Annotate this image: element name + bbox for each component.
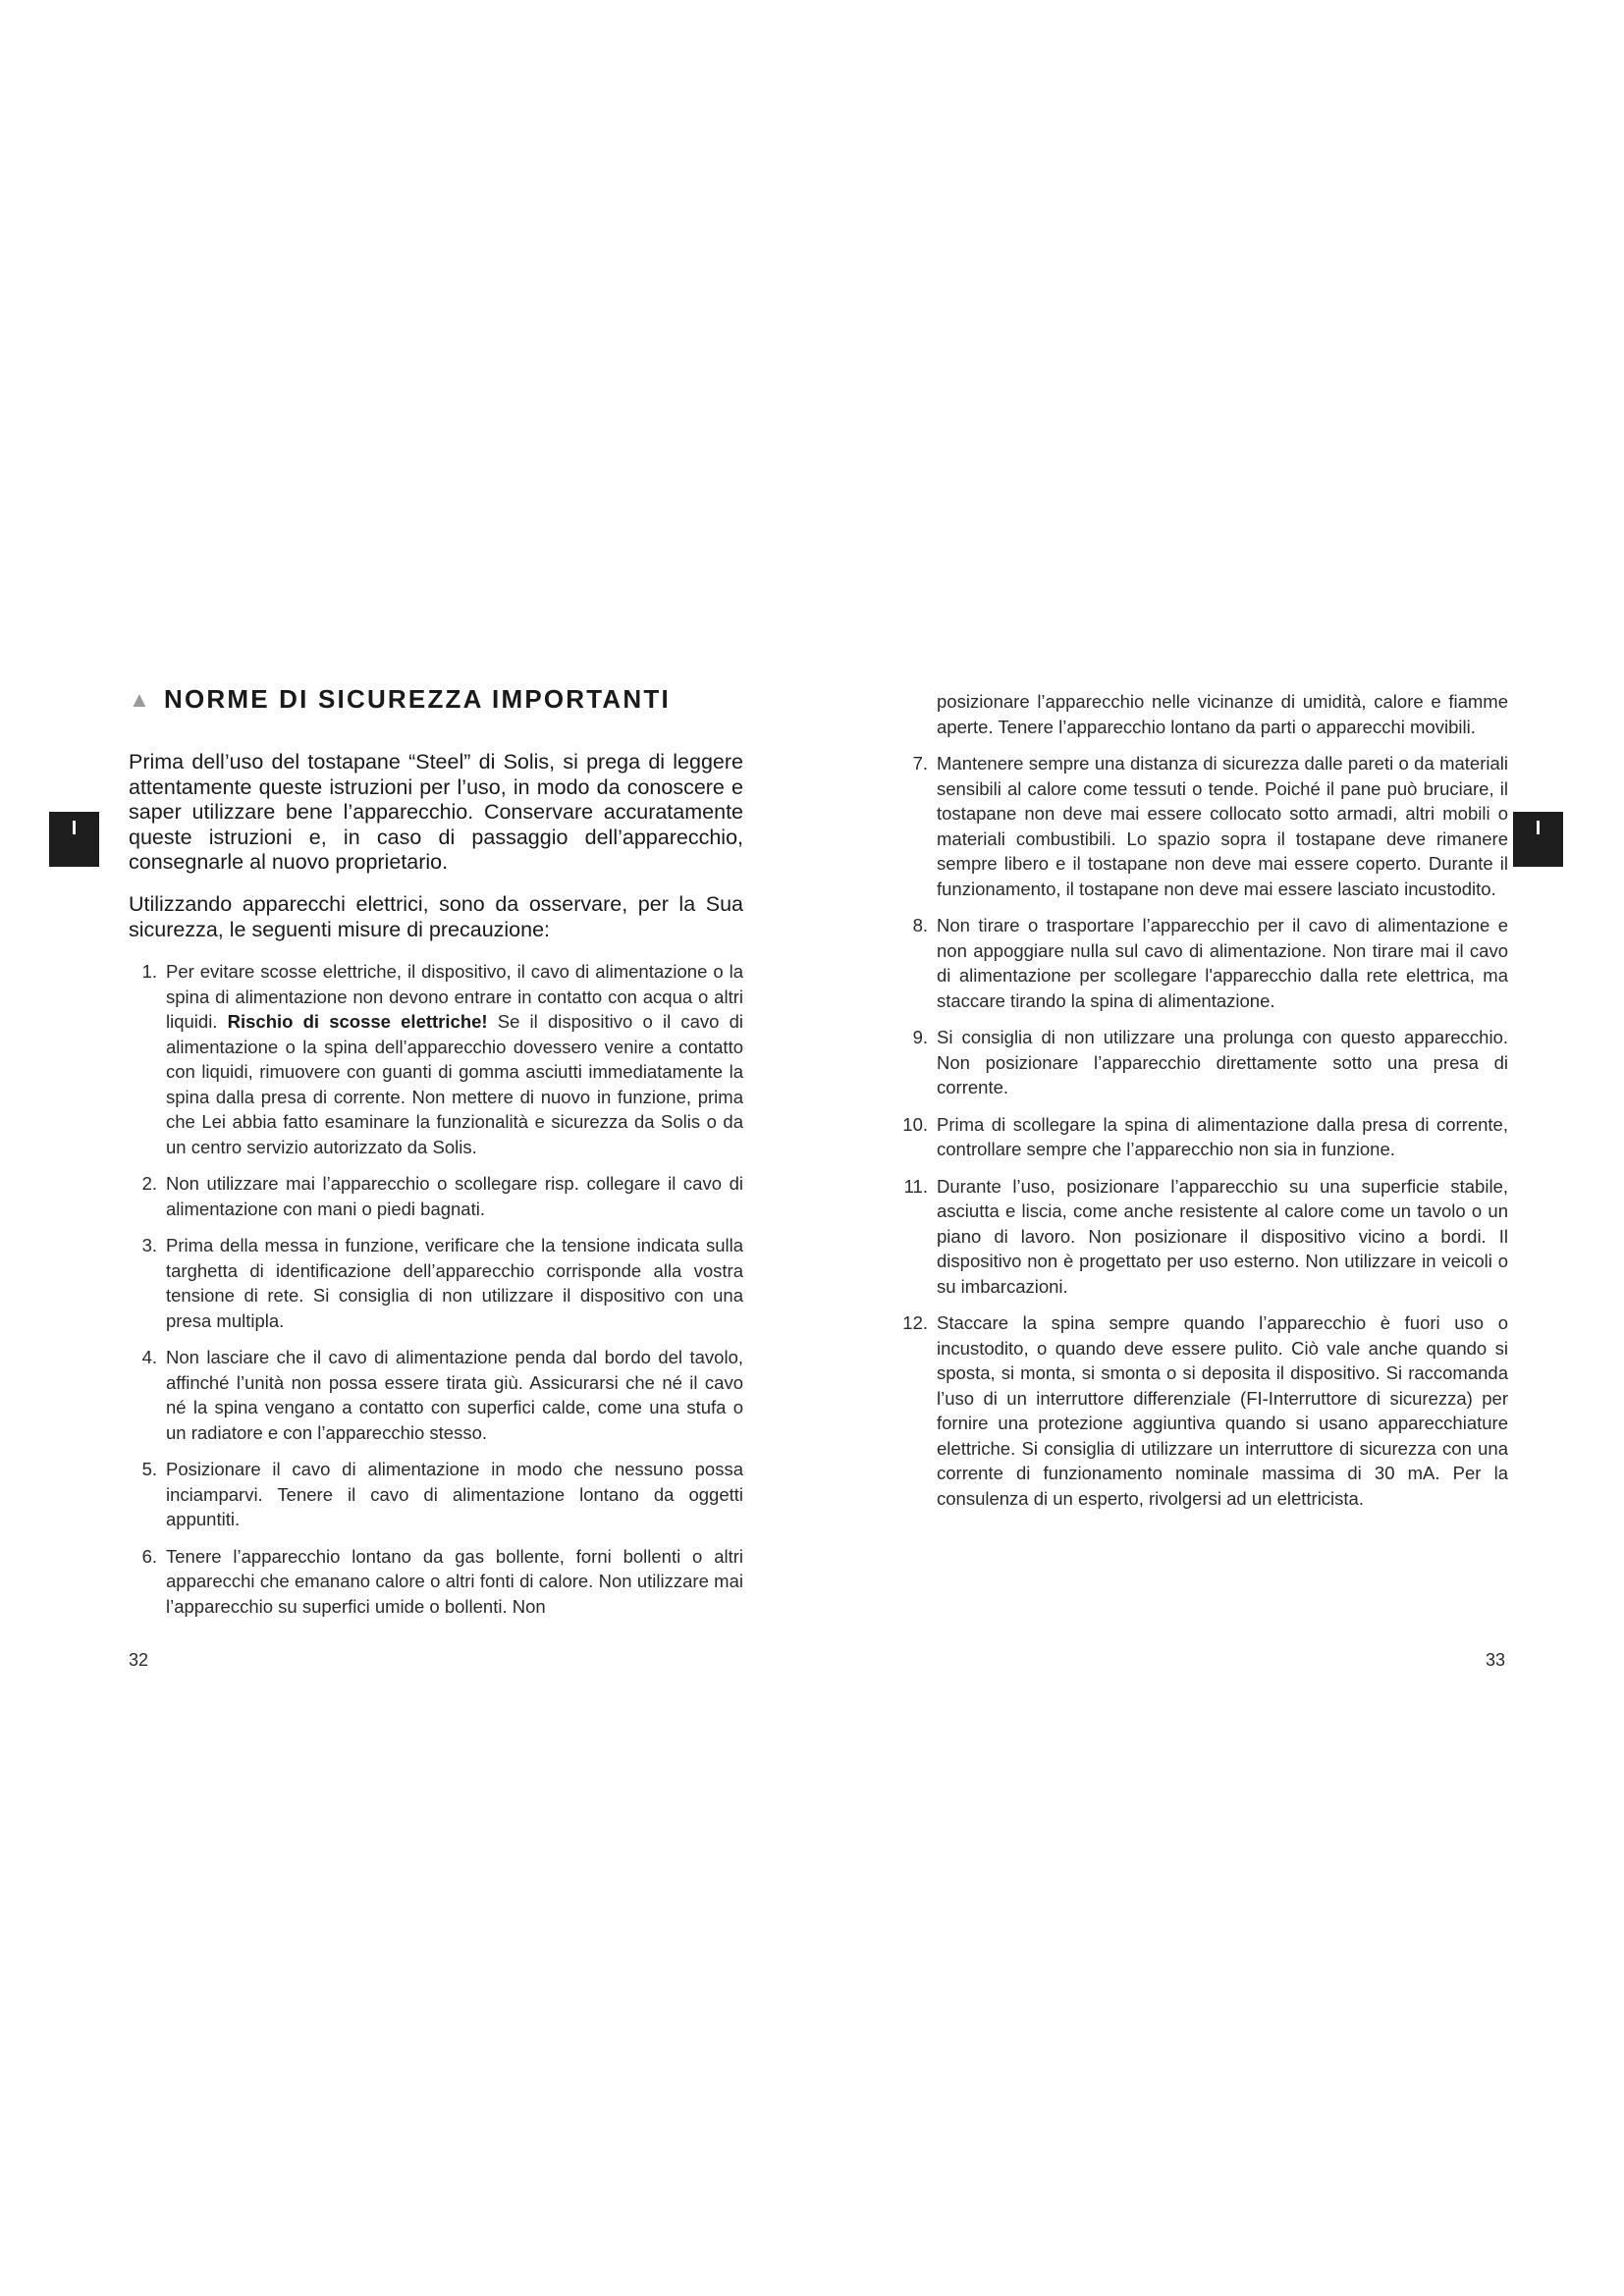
list-item [912, 1025, 1508, 1100]
right-page [902, 689, 1508, 1522]
list-item-text: Posizionare il cavo di alimentazione in modo che nessuno possa inciamparvi. Tenere il cavo di alimentazione lontano da oggetti appuntiti. [166, 1459, 743, 1530]
list-item-number: 12. [902, 1312, 928, 1333]
page-number-right: 33 [1486, 1650, 1506, 1670]
list-item-number: 8. [912, 915, 928, 935]
safety-list-continued [902, 751, 1508, 1511]
list-item-text: Non lasciare che il cavo di alimentazione penda dal bordo del tavolo, affinché l’unità non possa essere tirata giù. Assicurarsi che né il cavo né la spina vengano a contatto con superfici calde, come una stufa o un radiatore e con l’apparecchio stesso. [166, 1347, 743, 1443]
list-item [903, 1174, 1508, 1300]
list-item-number: 4. [141, 1347, 157, 1368]
list-item [912, 751, 1508, 901]
shock-warning-text: Rischio di scosse elettriche! [227, 1011, 488, 1033]
list-item-text-part: Se il dispositivo o il cavo di alimentazione o la spina dell’apparecchio dovessero venire a contatto con liquidi, rimuovere con guanti di gomma asciutti immediatamente la spina dalla presa di corrente. Non mettere di nuovo in funzione, prima che Lei abbia fatto esaminare la funzionalità e sicurezza da Solis o da un centro servizio autorizzato da Solis. [166, 1011, 743, 1157]
list-item-text [166, 959, 743, 1159]
list-item-number: 1. [141, 961, 157, 983]
continuation-text: posizionare l’apparecchio nelle vicinanze di umidità, calore e fiamme aperte. Tenere l’apparecchio lontano da parti o apparecchi movibili. [937, 691, 1508, 737]
list-item-number: 11. [903, 1175, 928, 1197]
list-item-text: Mantenere sempre una distanza di sicurezza dalle pareti o da materiali sensibili al calore come tessuti o tende. Poiché il pane può bruciare, il tostapane non deve mai essere collocato sotto armadi, altri mobili o materiali combustibili. Lo spazio sopra il tostapane deve rimanere sempre libero e il tostapane non deve mai essere coperto. Durante il funzionamento, il tostapane non deve mai essere lasciato incustodito. [937, 753, 1508, 899]
list-item-number: 7. [912, 753, 928, 774]
list-item-number: 9. [912, 1027, 928, 1047]
list-item-text: Si consiglia di non utilizzare una prolunga con questo apparecchio. Non posizionare l’apparecchio direttamente sotto una presa di corrente. [937, 1027, 1508, 1097]
list-item [912, 913, 1508, 1013]
list-item-number: 6. [141, 1545, 157, 1567]
list-item-text: Non tirare o trasportare l’apparecchio per il cavo di alimentazione e non appoggiare nulla sul cavo di alimentazione. Non tirare mai il cavo di alimentazione per scollegare l'apparecchio dalla rete elettrica, ma staccare tirando la spina di alimentazione. [937, 915, 1508, 1011]
list-item-text-part: Per evitare scosse elettriche, il dispositivo, il cavo di alimentazione o la spina di alimentazione non devono entrare in contatto con acqua o altri liquidi. [166, 961, 743, 1033]
list-item [129, 1233, 743, 1333]
list-item-text: Staccare la spina sempre quando l’apparecchio è fuori uso o incustodito, o quando deve essere pulito. Ciò vale anche quando si sposta, si monta, si smonta o si deposita il dispositivo. Si raccomanda l’uso di un interruttore differenziale (FI-Interruttore di sicurezza) per fornire una protezione aggiuntiva quando si usano apparecchiature elettriche. Si consiglia di utilizzare un interruttore di sicurezza con una corrente di funzionamento nominale massima di 30 mA. Per la consulenza di un esperto, rivolgersi ad un elettricista. [937, 1312, 1508, 1509]
section-title-text: NORME DI SICUREZZA IMPORTANTI [163, 684, 671, 714]
section-title [129, 684, 743, 715]
list-item [129, 1345, 743, 1445]
list-item [129, 1171, 743, 1221]
list-item-number: 2. [141, 1173, 157, 1195]
list-item-number: 3. [141, 1235, 157, 1256]
list-item [129, 1457, 743, 1532]
list-item-text: Prima di scollegare la spina di alimentazione dalla presa di corrente, controllare sempre che l’apparecchio non sia in funzione. [937, 1113, 1508, 1159]
list-item [902, 1310, 1508, 1511]
language-tab-right [1513, 812, 1563, 867]
list-item-text: Tenere l’apparecchio lontano da gas bollente, forni bollenti o altri apparecchi che emanano calore o altri fonti di calore. Non utilizzare mai l’apparecchio su superfici umide o bollenti. Non [166, 1545, 743, 1617]
list-item [129, 1544, 743, 1620]
language-tab-left [49, 812, 99, 867]
list-item-number: 10. [902, 1113, 928, 1135]
list-item [902, 1112, 1508, 1162]
intro-paragraph: Prima dell’uso del tostapane “Steel” di Solis, si prega di leggere attentamente queste istruzioni per l’uso, in modo da conoscere e saper utilizzare bene l’apparecchio. Conservare accuratamente queste istruzioni e, in caso di passaggio dell’apparecchio, consegnarle al nuovo proprietario. [129, 750, 743, 875]
list-item-number: 5. [141, 1459, 157, 1480]
list-item-text: Non utilizzare mai l’apparecchio o scollegare risp. collegare il cavo di alimentazione con mani o piedi bagnati. [166, 1173, 743, 1219]
warning-triangle-icon: ▲ [129, 686, 152, 712]
page-number-left: 32 [129, 1650, 149, 1670]
list-item-text: Prima della messa in funzione, verificare che la tensione indicata sulla targhetta di identificazione dell’apparecchio corrisponde alla vostra tensione di rete. Si consiglia di non utilizzare il dispositivo con una presa multipla. [166, 1235, 743, 1331]
language-tab-letter: I [1535, 818, 1542, 839]
precautions-lead: Utilizzando apparecchi elettrici, sono da osservare, per la Sua sicurezza, le seguenti misure di precauzione: [129, 891, 743, 941]
list-item-text: Durante l’uso, posizionare l’apparecchio su una superficie stabile, asciutta e liscia, come anche resistente al calore come un tavolo o un piano di lavoro. Non posizionare il dispositivo vicino a bordi. Il dispositivo non è progettato per uso esterno. Non utilizzare in veicoli o su imbarcazioni. [937, 1175, 1508, 1297]
list-item [129, 959, 743, 1159]
safety-list [129, 959, 743, 1619]
language-tab-letter: I [71, 818, 78, 839]
left-page [129, 684, 743, 1630]
